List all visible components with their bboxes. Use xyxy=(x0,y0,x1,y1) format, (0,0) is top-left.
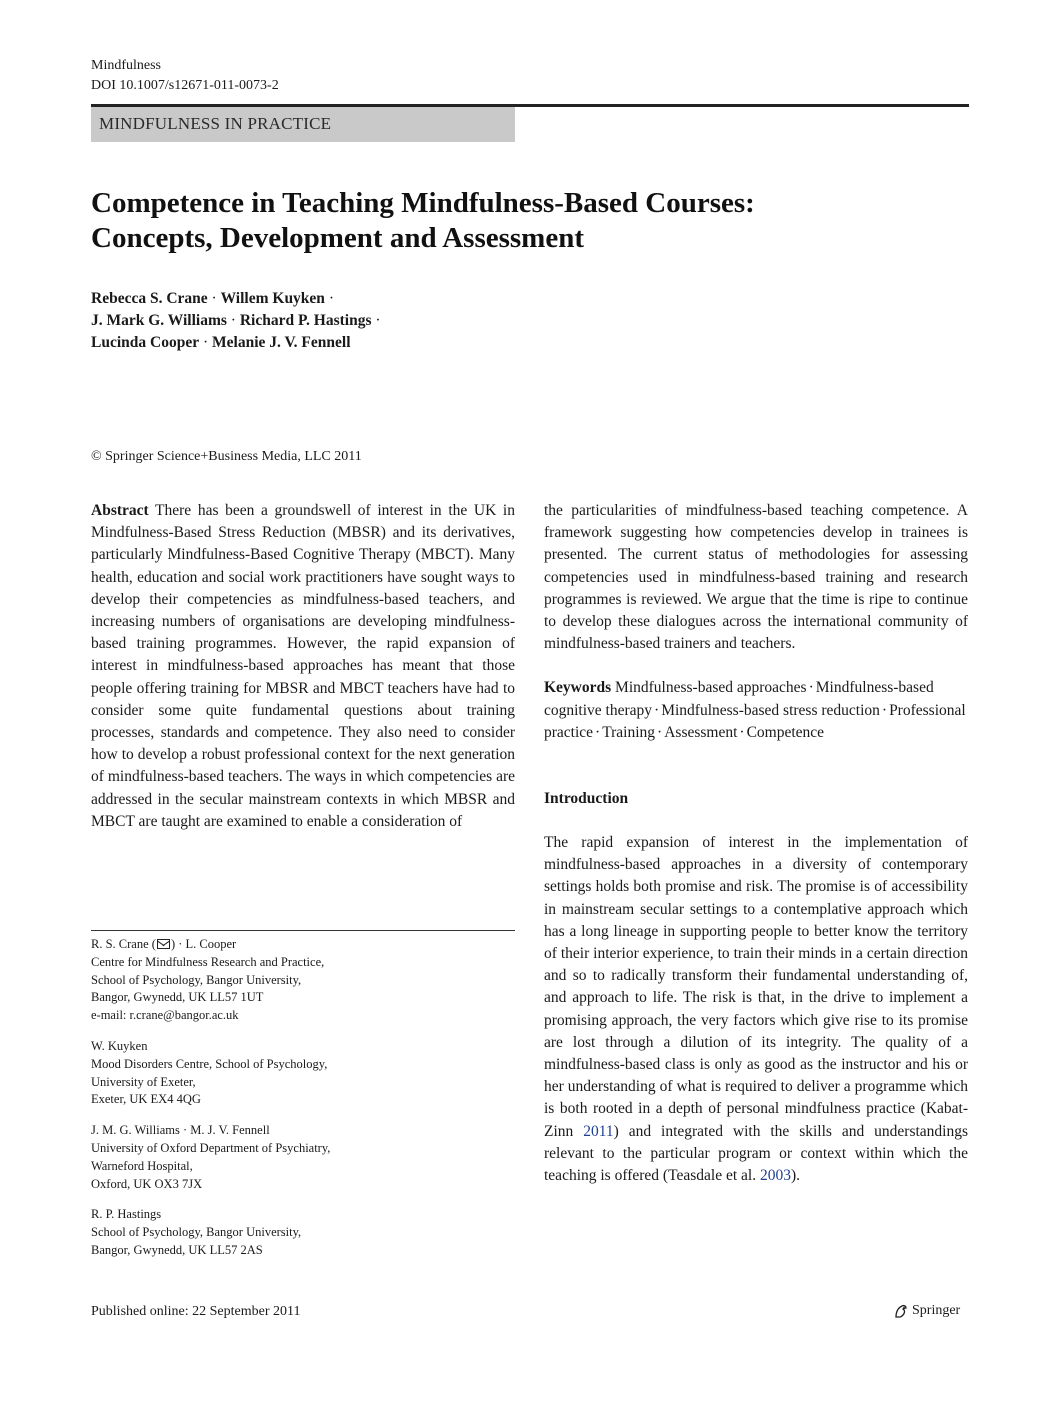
author-separator: · xyxy=(324,290,334,307)
keywords-label: Keywords xyxy=(544,679,612,697)
author-list xyxy=(91,288,381,354)
author: J. Mark G. Williams xyxy=(91,312,227,329)
keywords-paragraph: Keywords Mindfulness-based approaches · Mindfulness-based cognitive therapy · Mindfulness-based stress reduction · Professional practice · Training · Assessment · Competence xyxy=(544,679,966,741)
abstract-paragraph xyxy=(91,500,515,833)
citation-link[interactable]: 2003 xyxy=(759,1167,791,1185)
keyword: Competence xyxy=(746,723,825,741)
keyword: Mindfulness-based cognitive therapy xyxy=(544,679,934,719)
affiliation-line: R. S. Crane ( xyxy=(91,937,156,951)
keyword: Assessment xyxy=(664,723,738,741)
author: Lucinda Cooper xyxy=(91,334,200,351)
introduction-heading: Introduction xyxy=(544,790,629,808)
affiliation-line: Oxford, UK OX3 7JX xyxy=(91,1176,203,1191)
article-title xyxy=(91,186,961,256)
affiliation-block xyxy=(91,1122,515,1193)
doi: DOI 10.1007/s12671-011-0073-2 xyxy=(91,78,279,93)
affiliation-line: ) · L. Cooper xyxy=(170,937,237,951)
affiliations xyxy=(91,936,515,1273)
springer-horse-icon xyxy=(893,1303,909,1319)
affiliation-line: Warneford Hospital, xyxy=(91,1158,193,1173)
intro-text-a: The rapid expansion of interest in the implementation of mindfulness-based approaches in a diversity of contemporary settings holds both promise and risk. The promise is of accessibility in mainstream secular settings to a contemplative approach which has a long lineage in supporting people to better know the territory of their interior experience, to train their minds in a certain direction and so to radically transform their fundamental understanding of, and approach to life. The risk is that, in the drive to implement a promising approach, the very factors which give rise to its promise are lost through a dilution of its integrity. The quality of a mindfulness-based class is only as good as the instructor and his or her understanding of what is required to deliver a programme which is both rooted in a depth of personal mindfulness practice (Kabat-Zinn xyxy=(544,834,968,1140)
author: Rebecca S. Crane xyxy=(91,290,208,307)
intro-text-c: ). xyxy=(790,1167,801,1185)
affiliation-line: J. M. G. Williams · M. J. V. Fennell xyxy=(91,1123,270,1138)
abstract-continuation: the particularities of mindfulness-based teaching competence. A framework suggesting how competencies develop in trainees is presented. The current status of methodologies for assessing competencies used in mindfulness-based training and research programmes is reviewed. We argue that the time is ripe to continue to develop these dialogues across the international community of mindfulness-based trainers and teachers. xyxy=(544,502,968,653)
author: Richard P. Hastings xyxy=(239,312,372,329)
author-separator: · xyxy=(207,290,221,307)
keyword: Mindfulness-based approaches xyxy=(615,679,807,697)
affiliation-line: School of Psychology, Bangor University, xyxy=(91,1225,302,1240)
springer-logo xyxy=(893,1302,960,1320)
abstract-label: Abstract xyxy=(91,502,149,519)
section-label: MINDFULNESS IN PRACTICE xyxy=(91,107,515,142)
keyword: Training xyxy=(602,723,656,741)
left-column xyxy=(91,500,515,833)
author-separator: · xyxy=(226,312,240,329)
affiliation-line: School of Psychology, Bangor University, xyxy=(91,972,302,987)
title-line-1: Competence in Teaching Mindfulness-Based Courses: xyxy=(91,187,755,219)
affiliation-line: Mood Disorders Centre, School of Psychology, xyxy=(91,1056,328,1071)
title-line-2: Concepts, Development and Assessment xyxy=(91,222,584,254)
intro-text-b: ) and integrated with the skills and understandings relevant to the particular program or context within which the teaching is offered (Teasdale et al. xyxy=(544,1122,969,1185)
affiliation-line: Bangor, Gwynedd, UK LL57 1UT xyxy=(91,990,264,1005)
author-separator: · xyxy=(371,312,381,329)
affiliation-block xyxy=(91,936,515,1025)
journal-name: Mindfulness xyxy=(91,58,161,73)
right-column xyxy=(544,500,968,1187)
affiliation-line: University of Oxford Department of Psychiatry, xyxy=(91,1140,331,1155)
copyright-notice: © Springer Science+Business Media, LLC 2011 xyxy=(91,449,362,464)
affiliation-line: University of Exeter, xyxy=(91,1074,196,1089)
abstract-text-left: There has been a groundswell of interest in the UK in Mindfulness-Based Stress Reduction (MBSR) and its derivatives, particularly Mindfulness-Based Cognitive Therapy (MBCT). Many health, education and social work practitioners have sought ways to develop their competencies as mindfulness-based teachers, and increasing numbers of organisations are developing mindfulness-based training programmes. However, the rapid expansion of interest in mindfulness-based approaches has meant that those people offering training for MBSR and MBCT teachers have had to consider some quite fundamental questions about training processes, standards and competence. They also need to consider how to develop a robust professional context for the next generation of mindfulness-based teachers. The ways in which competencies are addressed in the secular mainstream contexts in which MBSR and MBCT are taught are examined to enable a consideration of xyxy=(91,502,515,830)
keyword: Mindfulness-based stress reduction xyxy=(661,701,880,719)
citation-link[interactable]: 2011 xyxy=(583,1122,614,1140)
email-address[interactable]: e-mail: r.crane@bangor.ac.uk xyxy=(91,1008,239,1023)
affiliation-line: W. Kuyken xyxy=(91,1038,148,1053)
affiliation-block xyxy=(91,1038,515,1109)
affiliation-line: Bangor, Gwynedd, UK LL57 2AS xyxy=(91,1242,263,1257)
affiliation-rule xyxy=(91,930,515,931)
affiliation-block xyxy=(91,1206,515,1259)
affiliation-line: R. P. Hastings xyxy=(91,1207,162,1222)
envelope-icon xyxy=(157,939,170,949)
affiliation-line: Exeter, UK EX4 4QG xyxy=(91,1092,201,1107)
author: Melanie J. V. Fennell xyxy=(212,334,351,351)
author: Willem Kuyken xyxy=(220,290,325,307)
springer-wordmark: Springer xyxy=(912,1303,961,1318)
introduction-paragraph xyxy=(544,832,968,1187)
keyword: Professional practice xyxy=(544,701,966,741)
published-date: Published online: 22 September 2011 xyxy=(91,1304,301,1319)
author-separator: · xyxy=(199,334,213,351)
affiliation-line: Centre for Mindfulness Research and Practice, xyxy=(91,954,325,969)
